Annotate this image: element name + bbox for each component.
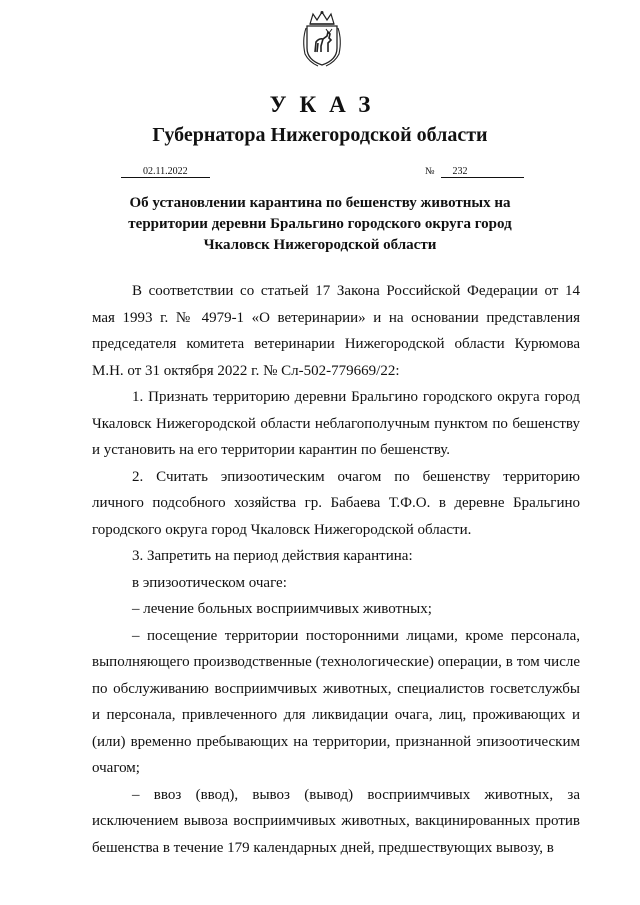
decree-number-field bbox=[425, 166, 524, 178]
decree-date: 02.11.2022 bbox=[121, 166, 210, 178]
paragraph-restriction-1: – лечение больных восприимчивых животных; bbox=[132, 601, 432, 617]
decree-body bbox=[92, 278, 580, 861]
nizhny-novgorod-coat-of-arms-icon bbox=[301, 10, 343, 68]
paragraph-preamble: В соответствии со статьей 17 Закона Российской Федерации от 14 мая 1993 г. № 4979-1 «О ветеринарии» и на основании представления председателя комитета ветеринарии Нижегородской области Курюмова М.Н. от 31 октября 2022 г. № Сл-502-779669/22: bbox=[92, 283, 580, 379]
decree-number: 232 bbox=[441, 166, 524, 178]
decree-subject: Об установлении карантина по бешенству животных на территории деревни Бральгино городского округа город Чкаловск Нижегородской области bbox=[128, 195, 512, 253]
paragraph-item-1: 1. Признать территорию деревни Бральгино городского округа город Чкаловск Нижегородской области неблагополучным пунктом по бешенству и установить на его территории карантин по бешенству. bbox=[92, 389, 580, 458]
paragraph-item-2: 2. Считать эпизоотическим очагом по бешенству территорию личного подсобного хозяйства гр. Бабаева Т.Ф.О. в деревне Бральгино городского округа город Чкаловск Нижегородской области. bbox=[92, 468, 580, 538]
decree-date-field bbox=[121, 166, 210, 178]
paragraph-restriction-3: – ввоз (ввод), вывоз (вывод) восприимчивых животных, за исключением вывоза восприимчивых животных, вакцинированных против бешенства в течение 179 календарных дней, предшествующих вывозу, в bbox=[92, 786, 580, 856]
number-label: № bbox=[425, 166, 435, 177]
issuer-title: Губернатора Нижегородской области bbox=[152, 124, 488, 146]
decree-title: УКАЗ bbox=[269, 92, 384, 117]
paragraph-item-3: 3. Запретить на период действия карантина: bbox=[132, 548, 413, 564]
paragraph-restriction-2: – посещение территории посторонними лицами, кроме персонала, выполняющего производственные (технологические) операции, в том числе по обслуживанию восприимчивых животных, специалистов госветслужбы и персонала, привлеченного для ликвидации очага, лиц, проживающих и (или) временно пребывающих на территории, признанной эпизоотическим очагом; bbox=[92, 627, 580, 776]
paragraph-focus-heading: в эпизоотическом очаге: bbox=[132, 574, 287, 591]
